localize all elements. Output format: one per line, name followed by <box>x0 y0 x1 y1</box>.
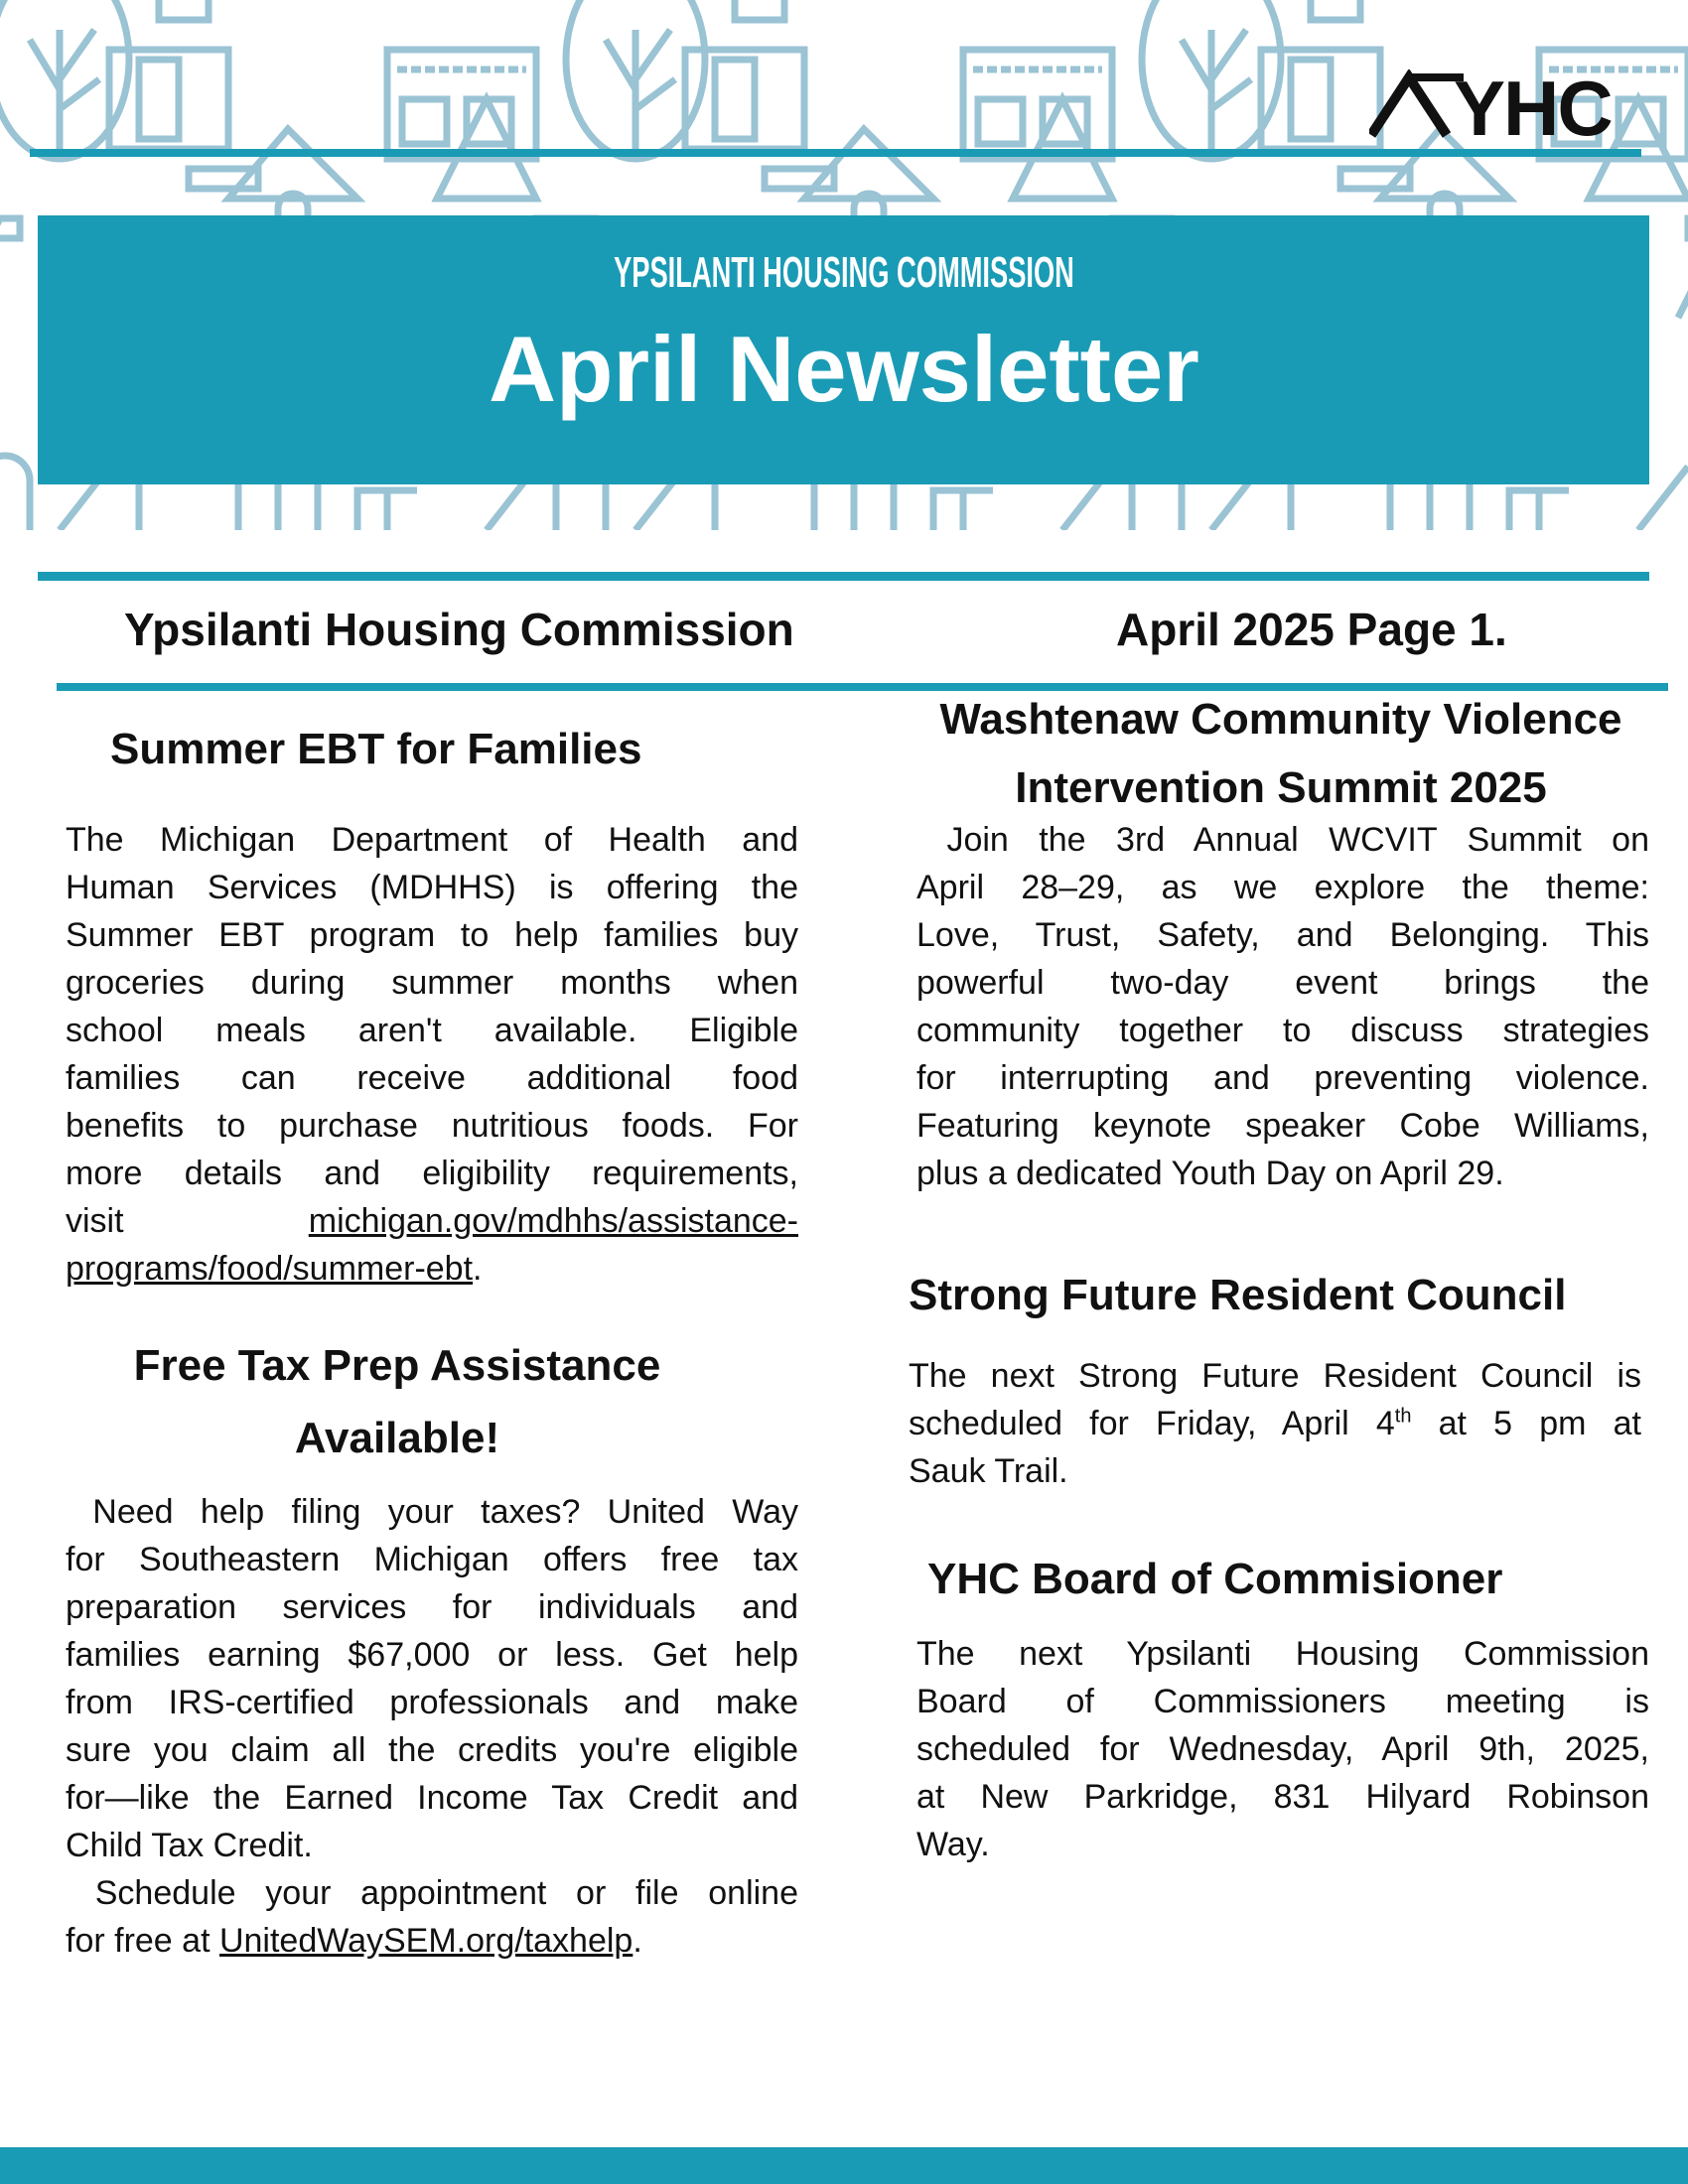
body-line: scheduled for Wednesday, April 9th, 2025, <box>916 1730 1649 1768</box>
body-line: preparation services for individuals and <box>66 1588 798 1626</box>
wcvit-body <box>916 816 1649 1197</box>
body-line: Child Tax Credit. <box>66 1827 313 1864</box>
wcvit-heading-line1: Washtenaw Community Violence <box>939 695 1622 744</box>
newsletter-title: April Newsletter <box>489 317 1199 421</box>
header-rule-top <box>38 572 1649 581</box>
body-line: Need help filing your taxes? United Way <box>66 1493 798 1531</box>
board-body <box>916 1630 1649 1868</box>
body-line: for interrupting and preventing violence. <box>916 1059 1649 1097</box>
body-line: at New Parkridge, 831 Hilyard Robinson <box>916 1778 1649 1816</box>
resident-council-heading: Strong Future Resident Council <box>909 1271 1567 1319</box>
body-line: Featuring keynote speaker Cobe Williams, <box>916 1107 1649 1145</box>
body-line: April 28–29, as we explore the theme: <box>916 869 1649 906</box>
header-rule-bottom <box>57 683 1668 691</box>
body-line: Way. <box>916 1826 990 1863</box>
body-line: families earning $67,000 or less. Get help <box>66 1636 798 1674</box>
wcvit-heading-line2: Intervention Summit 2025 <box>1015 763 1547 812</box>
resident-council-body <box>909 1352 1641 1495</box>
body-line: plus a dedicated Youth Day on April 29. <box>916 1155 1504 1192</box>
header-date-page: April 2025 Page 1. <box>1116 604 1507 655</box>
summer-ebt-heading: Summer EBT for Families <box>110 725 642 773</box>
footer-bar <box>0 2147 1688 2184</box>
tax-prep-heading-line2: Available! <box>294 1414 500 1462</box>
top-rule <box>30 149 1641 157</box>
logo-text: YHC <box>1454 65 1612 152</box>
body-line: groceries during summer months when <box>66 964 798 1002</box>
tax-prep-heading-line1: Free Tax Prep Assistance <box>133 1341 661 1390</box>
body-line: The Michigan Department of Health and <box>66 821 798 859</box>
body-line: for Southeastern Michigan offers free tax <box>66 1541 798 1578</box>
board-heading: YHC Board of Commisioner <box>927 1555 1503 1603</box>
body-line: benefits to purchase nutritious foods. For <box>66 1107 798 1145</box>
body-line: Human Services (MDHHS) is offering the <box>66 869 798 906</box>
mdhhs-link-cont[interactable]: programs/food/summer-ebt <box>66 1250 474 1288</box>
body-line: families can receive additional food <box>66 1059 798 1097</box>
header-organization: Ypsilanti Housing Commission <box>124 604 794 655</box>
body-line: The next Ypsilanti Housing Commission <box>916 1635 1649 1673</box>
body-line: Summer EBT program to help families buy <box>66 916 798 954</box>
body-line: sure you claim all the credits you're eligible <box>66 1731 798 1769</box>
tax-prep-body <box>66 1488 798 1965</box>
summer-ebt-body <box>66 816 798 1293</box>
body-line: visit michigan.gov/mdhhs/assistance- <box>66 1202 798 1240</box>
body-line: programs/food/summer-ebt. <box>66 1250 483 1288</box>
body-line: Board of Commissioners meeting is <box>916 1683 1649 1720</box>
body-line: more details and eligibility requirements, <box>66 1155 798 1192</box>
body-line: Join the 3rd Annual WCVIT Summit on <box>916 821 1649 859</box>
body-line: school meals aren't available. Eligible <box>66 1012 798 1049</box>
body-line: community together to discuss strategies <box>916 1012 1649 1049</box>
body-line: from IRS-certified professionals and make <box>66 1684 798 1721</box>
yhc-logo <box>1369 65 1688 152</box>
banner-subtitle: YPSILANTI HOUSING COMMISSION <box>614 248 1074 297</box>
body-line: Sauk Trail. <box>909 1452 1068 1490</box>
mdhhs-link[interactable]: michigan.gov/mdhhs/assistance- <box>308 1202 798 1240</box>
body-line: for—like the Earned Income Tax Credit and <box>66 1779 798 1817</box>
unitedway-link[interactable]: UnitedWaySEM.org/taxhelp <box>218 1922 633 1960</box>
body-line: Schedule your appointment or file online <box>66 1874 798 1912</box>
body-line: for free at UnitedWaySEM.org/taxhelp. <box>66 1922 642 1960</box>
body-line: The next Strong Future Resident Council is <box>909 1357 1641 1395</box>
body-line: scheduled for Friday, April 4th at 5 pm at <box>909 1405 1641 1442</box>
body-line: Love, Trust, Safety, and Belonging. This <box>916 916 1649 954</box>
body-line: powerful two-day event brings the <box>916 964 1649 1002</box>
